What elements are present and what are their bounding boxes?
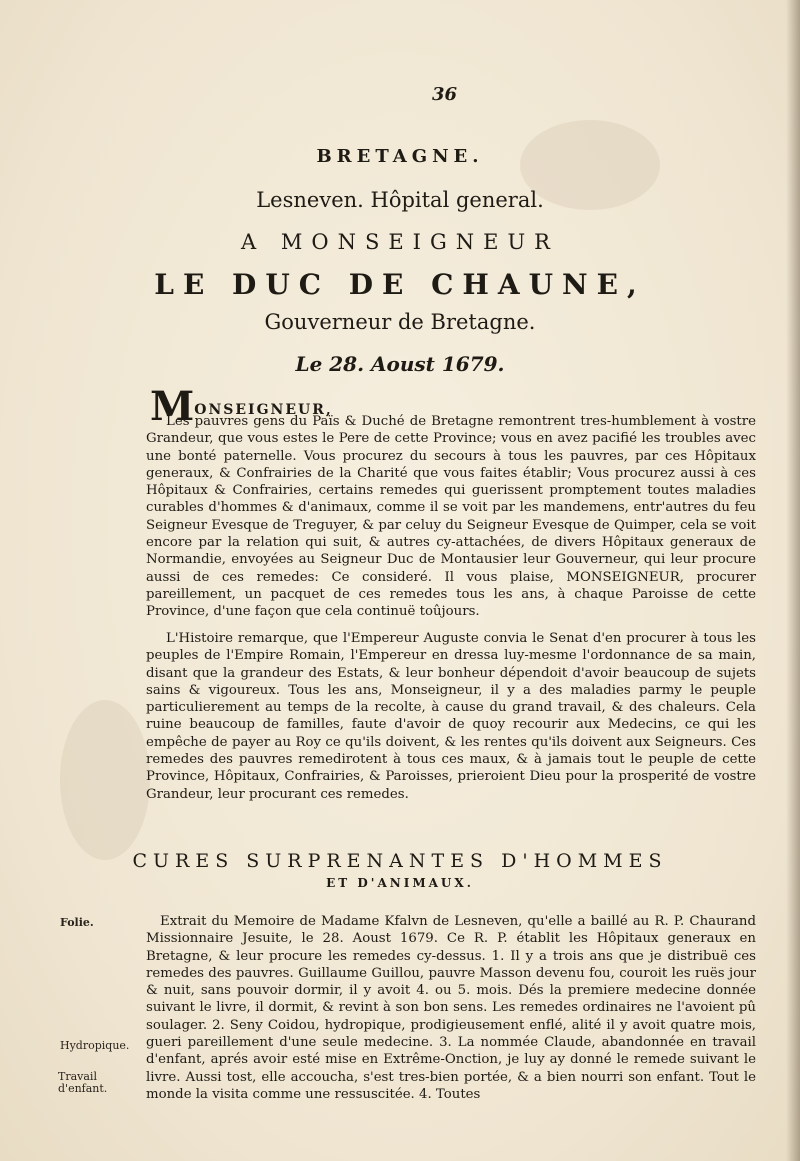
extract-paragraph: Extrait du Memoire de Madame Kfalvn de Lesneven, qu'elle a baillé au R. P. Chaurand Missionnaire Jesuite, le 28. Aoust 1679. Ce R. P. établit les Hôpitaux generaux en Bretagne, & leur procure les remedes cy-dessus. 1. Il y a trois ans que je distribuë ces remedes des pauvres. Guillaume Guillou, pauvre Masson devenu fou, couroit les ruës jour & nuit, sans pouvoir dormir, il y avoit 4. ou 5. mois. Dés la premiere medecine donnée suivant le livre, il dormit, & revint à son bon sens. Les remedes ordinaires ne l'avoient pû soulager. 2. Seny Coidou, hydropique, prodigieusement enflé, alité il y avoit quatre mois, gueri pareillement d'une seule medecine. 3. La nommée Claude, abandonnée en travail d'enfant, aprés avoir esté mise en Extrême-Onction, je luy ay donné le remede suivant le livre. Aussi tost, elle accoucha, s'est tres-bien portée, & a bien nourri son enfant. Tout le monde la visita comme une ressuscitée. 4. Toutes	[146, 914, 756, 1102]
salutation-rest: ONSEIGNEUR,	[194, 402, 333, 418]
margin-note-folie: Folie.	[60, 916, 94, 929]
margin-note-travail: Travail d'enfant.	[58, 1070, 108, 1095]
page-number: 36	[432, 84, 458, 105]
paper-stain	[60, 700, 150, 860]
province-heading: BRETAGNE.	[316, 146, 484, 167]
history-paragraph: L'Histoire remarque, que l'Empereur Auguste convia le Senat d'en procurer à tous les peuples de l'Empire Romain, l'Empereur en dressa luy-mesme l'ordonnance de sa main, disant que la grandeur des Estats, & leur bonheur dépendoit d'avoir beaucoup de sujets sains & vigoureux. Tous les ans, Monseigneur, il y a des maladies parmy le peuple particulierement au temps de la recolte, à cause du grand travail, & des chaleurs. Cela ruine beaucoup de familles, faute d'avoir de quoy recourir aux Medecins, ce qui les empêche de payer au Roy ce qu'ils doivent, & les rentes qu'ils doivent aux Seigneurs. Ces remedes des pauvres remedirotent à tous ces maux, & à jamais tout le peuple de cette Province, Hôpitaux, Confrairies, & Paroisses, prieroient Dieu pour la prosperité de vostre Grandeur, leur procurant ces remedes.	[146, 631, 756, 802]
page-edge-shadow	[786, 0, 800, 1161]
letter-date: Le 28. Aoust 1679.	[295, 352, 505, 376]
petition-paragraph: Les pauvres gens du Païs & Duché de Bretagne remontrent tres-humblement à vostre Grandeur, que vous estes le Pere de cette Province; vous en avez pacifié les troubles avec une bonté paternelle. Vous procurez du secours à tous les pauvres, par ces Hôpitaux generaux, & Confrairies de la Charité que vous faites établir; Vous procurez aussi à ces Hôpitaux & Confrairies, certains remedes qui guerissent promptement toutes maladies curables d'hommes & d'animaux, comme il se voit par les mandemens, entr'autres du feu Seigneur Evesque de Treguyer, & par celuy du Seigneur Evesque de Quimper, cela se voit encore par la relation qui suit, & autres cy-attachées, de divers Hôpitaux generaux de Normandie, envoyées au Seigneur Duc de Montausier leur Gouverneur, qui leur procure aussi de ces remedes: Ce consideré. Il vous plaise, MONSEIGNEUR, procurer pareillement, un pacquet de ces remedes tous les ans, à chaque Paroisse de cette Province, d'une façon que cela continuë toûjours.	[146, 414, 756, 620]
drop-cap: M	[150, 383, 195, 430]
place-heading: Lesneven. Hôpital general.	[256, 188, 544, 212]
section-subtitle: ET D'ANIMAUX.	[326, 876, 474, 890]
governor-title: Gouverneur de Bretagne.	[264, 310, 536, 334]
dedication-heading: A MONSEIGNEUR	[241, 230, 559, 254]
section-title: CURES SURPRENANTES D'HOMMES	[132, 850, 668, 872]
margin-note-hydropique: Hydropique.	[60, 1039, 130, 1052]
duke-heading: LE DUC DE CHAUNE,	[154, 268, 646, 301]
